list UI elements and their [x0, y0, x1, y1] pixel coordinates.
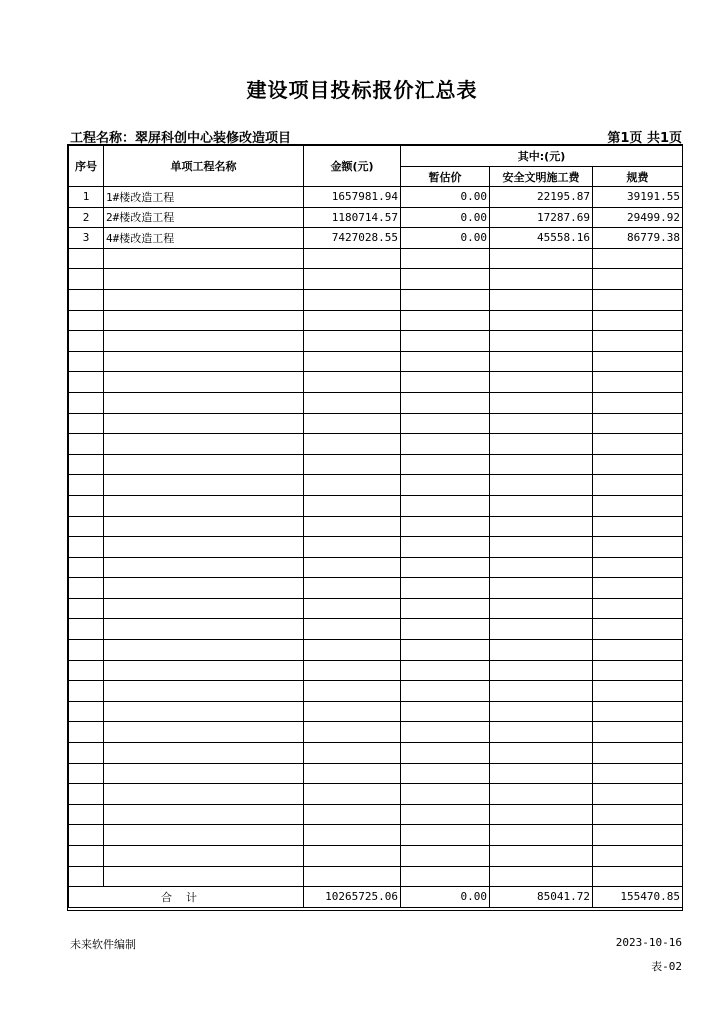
- empty-cell: [593, 804, 683, 825]
- total-fees: 155470.85: [593, 887, 683, 908]
- empty-cell: [593, 289, 683, 310]
- header-amount: 金额(元): [304, 146, 401, 187]
- row-name: 1#楼改造工程: [104, 187, 304, 208]
- empty-cell: [69, 784, 104, 805]
- empty-cell: [401, 619, 490, 640]
- empty-cell: [401, 743, 490, 764]
- row-fees: 39191.55: [593, 187, 683, 208]
- empty-cell: [69, 722, 104, 743]
- empty-cell: [490, 763, 593, 784]
- empty-cell: [69, 866, 104, 887]
- empty-cell: [304, 701, 401, 722]
- empty-cell: [104, 310, 304, 331]
- empty-cell: [490, 392, 593, 413]
- empty-cell: [304, 640, 401, 661]
- empty-cell: [104, 475, 304, 496]
- empty-cell: [490, 413, 593, 434]
- empty-cell: [304, 495, 401, 516]
- row-seq: 2: [69, 207, 104, 228]
- empty-cell: [490, 434, 593, 455]
- empty-cell: [104, 681, 304, 702]
- empty-row: [69, 722, 683, 743]
- empty-cell: [593, 351, 683, 372]
- empty-cell: [104, 640, 304, 661]
- empty-row: [69, 578, 683, 599]
- empty-cell: [490, 557, 593, 578]
- empty-cell: [401, 763, 490, 784]
- empty-cell: [304, 619, 401, 640]
- row-seq: 3: [69, 228, 104, 249]
- empty-cell: [593, 722, 683, 743]
- empty-cell: [401, 248, 490, 269]
- empty-cell: [490, 866, 593, 887]
- empty-cell: [593, 681, 683, 702]
- empty-cell: [593, 598, 683, 619]
- header-fees: 规费: [593, 167, 683, 187]
- empty-cell: [104, 619, 304, 640]
- empty-cell: [401, 434, 490, 455]
- empty-cell: [69, 475, 104, 496]
- empty-row: [69, 681, 683, 702]
- empty-cell: [304, 248, 401, 269]
- empty-cell: [593, 763, 683, 784]
- project-name: 工程名称：翠屏科创中心装修改造项目: [70, 131, 292, 146]
- empty-cell: [593, 495, 683, 516]
- empty-cell: [104, 434, 304, 455]
- empty-cell: [593, 701, 683, 722]
- empty-cell: [104, 495, 304, 516]
- empty-row: [69, 351, 683, 372]
- empty-cell: [593, 846, 683, 867]
- empty-row: [69, 866, 683, 887]
- empty-cell: [401, 722, 490, 743]
- empty-cell: [593, 454, 683, 475]
- empty-cell: [69, 392, 104, 413]
- empty-row: [69, 413, 683, 434]
- empty-cell: [593, 516, 683, 537]
- empty-cell: [69, 619, 104, 640]
- empty-cell: [401, 537, 490, 558]
- empty-cell: [104, 846, 304, 867]
- empty-cell: [69, 640, 104, 661]
- empty-cell: [304, 722, 401, 743]
- empty-row: [69, 557, 683, 578]
- empty-cell: [490, 578, 593, 599]
- empty-row: [69, 516, 683, 537]
- empty-cell: [593, 743, 683, 764]
- empty-row: [69, 660, 683, 681]
- empty-row: [69, 763, 683, 784]
- empty-row: [69, 825, 683, 846]
- summary-table: [68, 145, 683, 908]
- table-row: [69, 207, 683, 228]
- empty-cell: [593, 537, 683, 558]
- empty-cell: [69, 701, 104, 722]
- empty-cell: [69, 413, 104, 434]
- empty-row: [69, 495, 683, 516]
- empty-cell: [69, 537, 104, 558]
- empty-cell: [490, 804, 593, 825]
- empty-cell: [304, 660, 401, 681]
- empty-cell: [104, 701, 304, 722]
- empty-cell: [104, 289, 304, 310]
- empty-cell: [401, 681, 490, 702]
- empty-cell: [401, 331, 490, 352]
- empty-cell: [490, 743, 593, 764]
- empty-cell: [304, 846, 401, 867]
- empty-cell: [104, 537, 304, 558]
- empty-row: [69, 640, 683, 661]
- header-item-name: 单项工程名称: [104, 146, 304, 187]
- empty-cell: [69, 248, 104, 269]
- header-of-which: 其中:(元): [401, 146, 683, 167]
- empty-cell: [304, 804, 401, 825]
- empty-cell: [490, 784, 593, 805]
- empty-cell: [593, 434, 683, 455]
- empty-cell: [304, 434, 401, 455]
- empty-cell: [104, 392, 304, 413]
- empty-cell: [104, 825, 304, 846]
- empty-row: [69, 846, 683, 867]
- row-name: 2#楼改造工程: [104, 207, 304, 228]
- empty-row: [69, 434, 683, 455]
- empty-cell: [401, 825, 490, 846]
- empty-cell: [593, 660, 683, 681]
- empty-cell: [593, 248, 683, 269]
- empty-cell: [304, 454, 401, 475]
- empty-cell: [304, 681, 401, 702]
- empty-cell: [104, 516, 304, 537]
- total-provisional: 0.00: [401, 887, 490, 908]
- software-credit: 未来软件编制: [70, 938, 136, 951]
- header-safety-fee: 安全文明施工费: [490, 167, 593, 187]
- empty-cell: [490, 640, 593, 661]
- row-amount: 1180714.57: [304, 207, 401, 228]
- empty-row: [69, 619, 683, 640]
- row-amount: 1657981.94: [304, 187, 401, 208]
- empty-cell: [304, 743, 401, 764]
- empty-cell: [490, 454, 593, 475]
- total-amount: 10265725.06: [304, 887, 401, 908]
- empty-cell: [593, 331, 683, 352]
- empty-cell: [304, 557, 401, 578]
- empty-row: [69, 392, 683, 413]
- empty-row: [69, 289, 683, 310]
- empty-cell: [490, 495, 593, 516]
- empty-cell: [304, 598, 401, 619]
- empty-cell: [304, 392, 401, 413]
- empty-cell: [401, 269, 490, 290]
- empty-cell: [593, 619, 683, 640]
- row-fees: 86779.38: [593, 228, 683, 249]
- table-row: [69, 187, 683, 208]
- empty-cell: [593, 392, 683, 413]
- row-name: 4#楼改造工程: [104, 228, 304, 249]
- total-label: 合计: [69, 887, 304, 908]
- empty-cell: [104, 743, 304, 764]
- empty-cell: [69, 289, 104, 310]
- empty-cell: [304, 763, 401, 784]
- empty-cell: [401, 660, 490, 681]
- empty-row: [69, 701, 683, 722]
- empty-cell: [490, 537, 593, 558]
- empty-cell: [304, 372, 401, 393]
- empty-cell: [490, 516, 593, 537]
- empty-cell: [401, 784, 490, 805]
- empty-cell: [490, 619, 593, 640]
- empty-cell: [104, 372, 304, 393]
- empty-cell: [104, 804, 304, 825]
- empty-cell: [304, 269, 401, 290]
- empty-cell: [593, 784, 683, 805]
- empty-cell: [593, 310, 683, 331]
- empty-row: [69, 454, 683, 475]
- empty-cell: [490, 722, 593, 743]
- document-title: 建设项目投标报价汇总表: [246, 78, 478, 102]
- empty-row: [69, 537, 683, 558]
- empty-cell: [104, 784, 304, 805]
- row-seq: 1: [69, 187, 104, 208]
- empty-cell: [593, 413, 683, 434]
- empty-cell: [104, 557, 304, 578]
- empty-cell: [69, 372, 104, 393]
- empty-cell: [401, 557, 490, 578]
- empty-cell: [104, 722, 304, 743]
- empty-cell: [593, 372, 683, 393]
- empty-row: [69, 784, 683, 805]
- empty-cell: [593, 866, 683, 887]
- total-row: [69, 887, 683, 908]
- empty-cell: [304, 310, 401, 331]
- empty-cell: [401, 454, 490, 475]
- empty-row: [69, 248, 683, 269]
- empty-cell: [490, 846, 593, 867]
- empty-cell: [69, 454, 104, 475]
- page-info: 第1页 共1页: [607, 131, 682, 146]
- row-safety: 22195.87: [490, 187, 593, 208]
- empty-cell: [593, 269, 683, 290]
- empty-cell: [304, 784, 401, 805]
- empty-row: [69, 331, 683, 352]
- empty-cell: [401, 495, 490, 516]
- row-amount: 7427028.55: [304, 228, 401, 249]
- empty-cell: [401, 866, 490, 887]
- row-safety: 45558.16: [490, 228, 593, 249]
- empty-cell: [593, 475, 683, 496]
- empty-row: [69, 269, 683, 290]
- empty-cell: [104, 248, 304, 269]
- empty-cell: [490, 310, 593, 331]
- row-provisional: 0.00: [401, 207, 490, 228]
- empty-row: [69, 310, 683, 331]
- empty-cell: [104, 331, 304, 352]
- row-provisional: 0.00: [401, 228, 490, 249]
- empty-cell: [69, 516, 104, 537]
- empty-cell: [69, 578, 104, 599]
- empty-row: [69, 598, 683, 619]
- empty-cell: [69, 681, 104, 702]
- empty-cell: [69, 331, 104, 352]
- empty-cell: [69, 269, 104, 290]
- empty-cell: [304, 413, 401, 434]
- empty-cell: [490, 269, 593, 290]
- empty-cell: [69, 495, 104, 516]
- empty-cell: [401, 701, 490, 722]
- empty-cell: [401, 804, 490, 825]
- empty-cell: [304, 289, 401, 310]
- empty-cell: [490, 598, 593, 619]
- empty-cell: [304, 475, 401, 496]
- empty-cell: [490, 351, 593, 372]
- empty-cell: [490, 372, 593, 393]
- empty-cell: [69, 660, 104, 681]
- empty-cell: [304, 516, 401, 537]
- empty-cell: [304, 866, 401, 887]
- row-fees: 29499.92: [593, 207, 683, 228]
- empty-cell: [304, 351, 401, 372]
- table-row: [69, 228, 683, 249]
- empty-cell: [69, 743, 104, 764]
- empty-cell: [401, 413, 490, 434]
- empty-cell: [104, 454, 304, 475]
- empty-cell: [69, 804, 104, 825]
- empty-cell: [401, 310, 490, 331]
- header-provisional: 暂估价: [401, 167, 490, 187]
- empty-cell: [401, 392, 490, 413]
- empty-cell: [490, 825, 593, 846]
- empty-row: [69, 372, 683, 393]
- empty-cell: [401, 578, 490, 599]
- empty-cell: [104, 598, 304, 619]
- empty-cell: [104, 763, 304, 784]
- row-provisional: 0.00: [401, 187, 490, 208]
- empty-cell: [593, 557, 683, 578]
- empty-cell: [401, 640, 490, 661]
- empty-cell: [593, 578, 683, 599]
- empty-cell: [490, 248, 593, 269]
- empty-cell: [104, 351, 304, 372]
- empty-cell: [490, 331, 593, 352]
- empty-cell: [401, 475, 490, 496]
- empty-cell: [401, 846, 490, 867]
- empty-row: [69, 475, 683, 496]
- empty-cell: [69, 825, 104, 846]
- empty-cell: [593, 640, 683, 661]
- empty-cell: [304, 537, 401, 558]
- header-seq: 序号: [69, 146, 104, 187]
- empty-cell: [69, 846, 104, 867]
- empty-cell: [69, 310, 104, 331]
- empty-cell: [304, 578, 401, 599]
- total-safety: 85041.72: [490, 887, 593, 908]
- empty-cell: [304, 825, 401, 846]
- empty-cell: [401, 289, 490, 310]
- empty-row: [69, 743, 683, 764]
- empty-cell: [490, 289, 593, 310]
- empty-cell: [490, 701, 593, 722]
- empty-cell: [69, 434, 104, 455]
- empty-cell: [104, 660, 304, 681]
- empty-cell: [401, 516, 490, 537]
- form-number: 表-02: [651, 960, 682, 973]
- empty-cell: [69, 557, 104, 578]
- empty-cell: [593, 825, 683, 846]
- print-date: 2023-10-16: [615, 936, 682, 949]
- empty-cell: [401, 372, 490, 393]
- row-safety: 17287.69: [490, 207, 593, 228]
- empty-cell: [69, 598, 104, 619]
- empty-cell: [104, 269, 304, 290]
- empty-cell: [104, 413, 304, 434]
- empty-row: [69, 804, 683, 825]
- empty-cell: [104, 866, 304, 887]
- empty-cell: [69, 351, 104, 372]
- empty-cell: [304, 331, 401, 352]
- empty-cell: [69, 763, 104, 784]
- empty-cell: [401, 598, 490, 619]
- empty-cell: [490, 660, 593, 681]
- empty-cell: [490, 681, 593, 702]
- empty-cell: [104, 578, 304, 599]
- empty-cell: [490, 475, 593, 496]
- empty-cell: [401, 351, 490, 372]
